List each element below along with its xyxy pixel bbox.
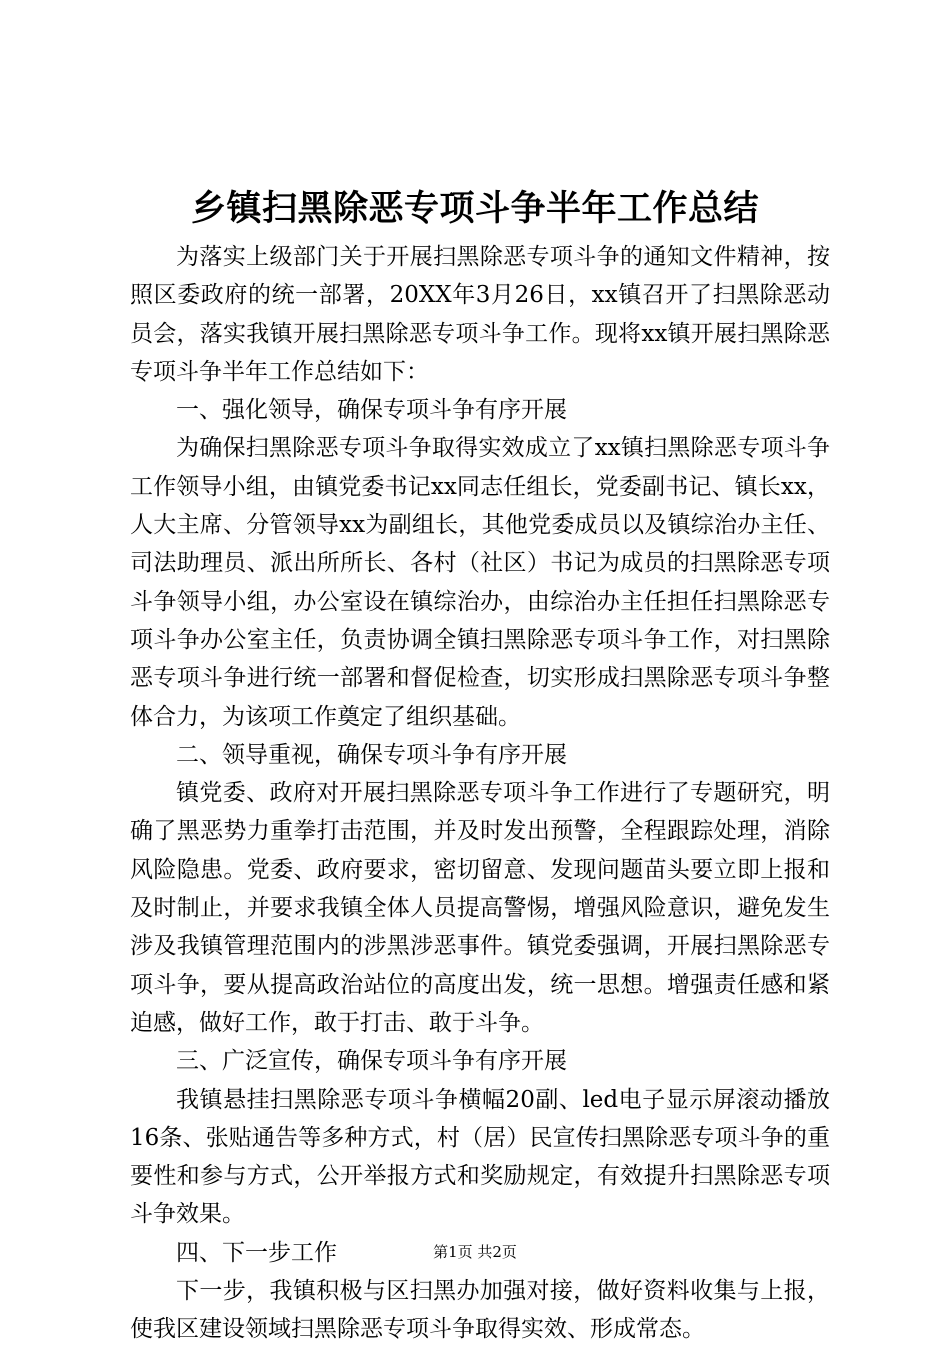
page-number-footer: 第1页 共2页 xyxy=(433,1243,517,1261)
intro-paragraph: 为落实上级部门关于开展扫黑除恶专项斗争的通知文件精神，按照区委政府的统一部署，20XX年3月26日，xx镇召开了扫黑除恶动员会，落实我镇开展扫黑除恶专项斗争工作。现将xx镇开展扫黑除恶专项斗争半年工作总结如下： xyxy=(130,244,830,385)
section-heading-3: 三、广泛宣传，确保专项斗争有序开展 xyxy=(176,1048,567,1075)
document-title: 乡镇扫黑除恶专项斗争半年工作总结 xyxy=(190,188,759,229)
section-heading-4: 四、下一步工作 xyxy=(176,1239,337,1266)
section-paragraph-4: 下一步，我镇积极与区扫黑办加强对接，做好资料收集与上报，使我区建设领域扫黑除恶专项斗争取得实效、形成常态。 xyxy=(130,1278,830,1343)
section-heading-2: 二、领导重视，确保专项斗争有序开展 xyxy=(176,741,567,768)
section-heading-1: 一、强化领导，确保专项斗争有序开展 xyxy=(176,397,567,424)
section-paragraph-1: 为确保扫黑除恶专项斗争取得实效成立了xx镇扫黑除恶专项斗争工作领导小组，由镇党委书记xx同志任组长，党委副书记、镇长xx，人大主席、分管领导xx为副组长，其他党委成员以及镇综治办主任、司法助理员、派出所所长、各村（社区）书记为成员的扫黑除恶专项斗争领导小组，办公室设在镇综治办，由综治办主任担任扫黑除恶专项斗争办公室主任，负责协调全镇扫黑除恶专项斗争工作，对扫黑除恶专项斗争进行统一部署和督促检查，切实形成扫黑除恶专项斗争整体合力，为该项工作奠定了组织基础。 xyxy=(130,435,830,730)
section-paragraph-3: 我镇悬挂扫黑除恶专项斗争横幅20副、led电子显示屏滚动播放16条、张贴通告等多种方式，村（居）民宣传扫黑除恶专项斗争的重要性和参与方式，公开举报方式和奖励规定，有效提升扫黑除恶专项斗争效果。 xyxy=(130,1086,830,1228)
section-paragraph-2: 镇党委、政府对开展扫黑除恶专项斗争工作进行了专题研究，明确了黑恶势力重拳打击范围，并及时发出预警，全程跟踪处理，消除风险隐患。党委、政府要求，密切留意、发现问题苗头要立即上报和及时制止，并要求我镇全体人员提高警惕，增强风险意识，避免发生涉及我镇管理范围内的涉黑涉恶事件。镇党委强调，开展扫黑除恶专项斗争，要从提高政治站位的高度出发，统一思想。增强责任感和紧迫感，做好工作，敢于打击、敢于斗争。 xyxy=(130,780,830,1036)
document-body xyxy=(130,238,830,1349)
